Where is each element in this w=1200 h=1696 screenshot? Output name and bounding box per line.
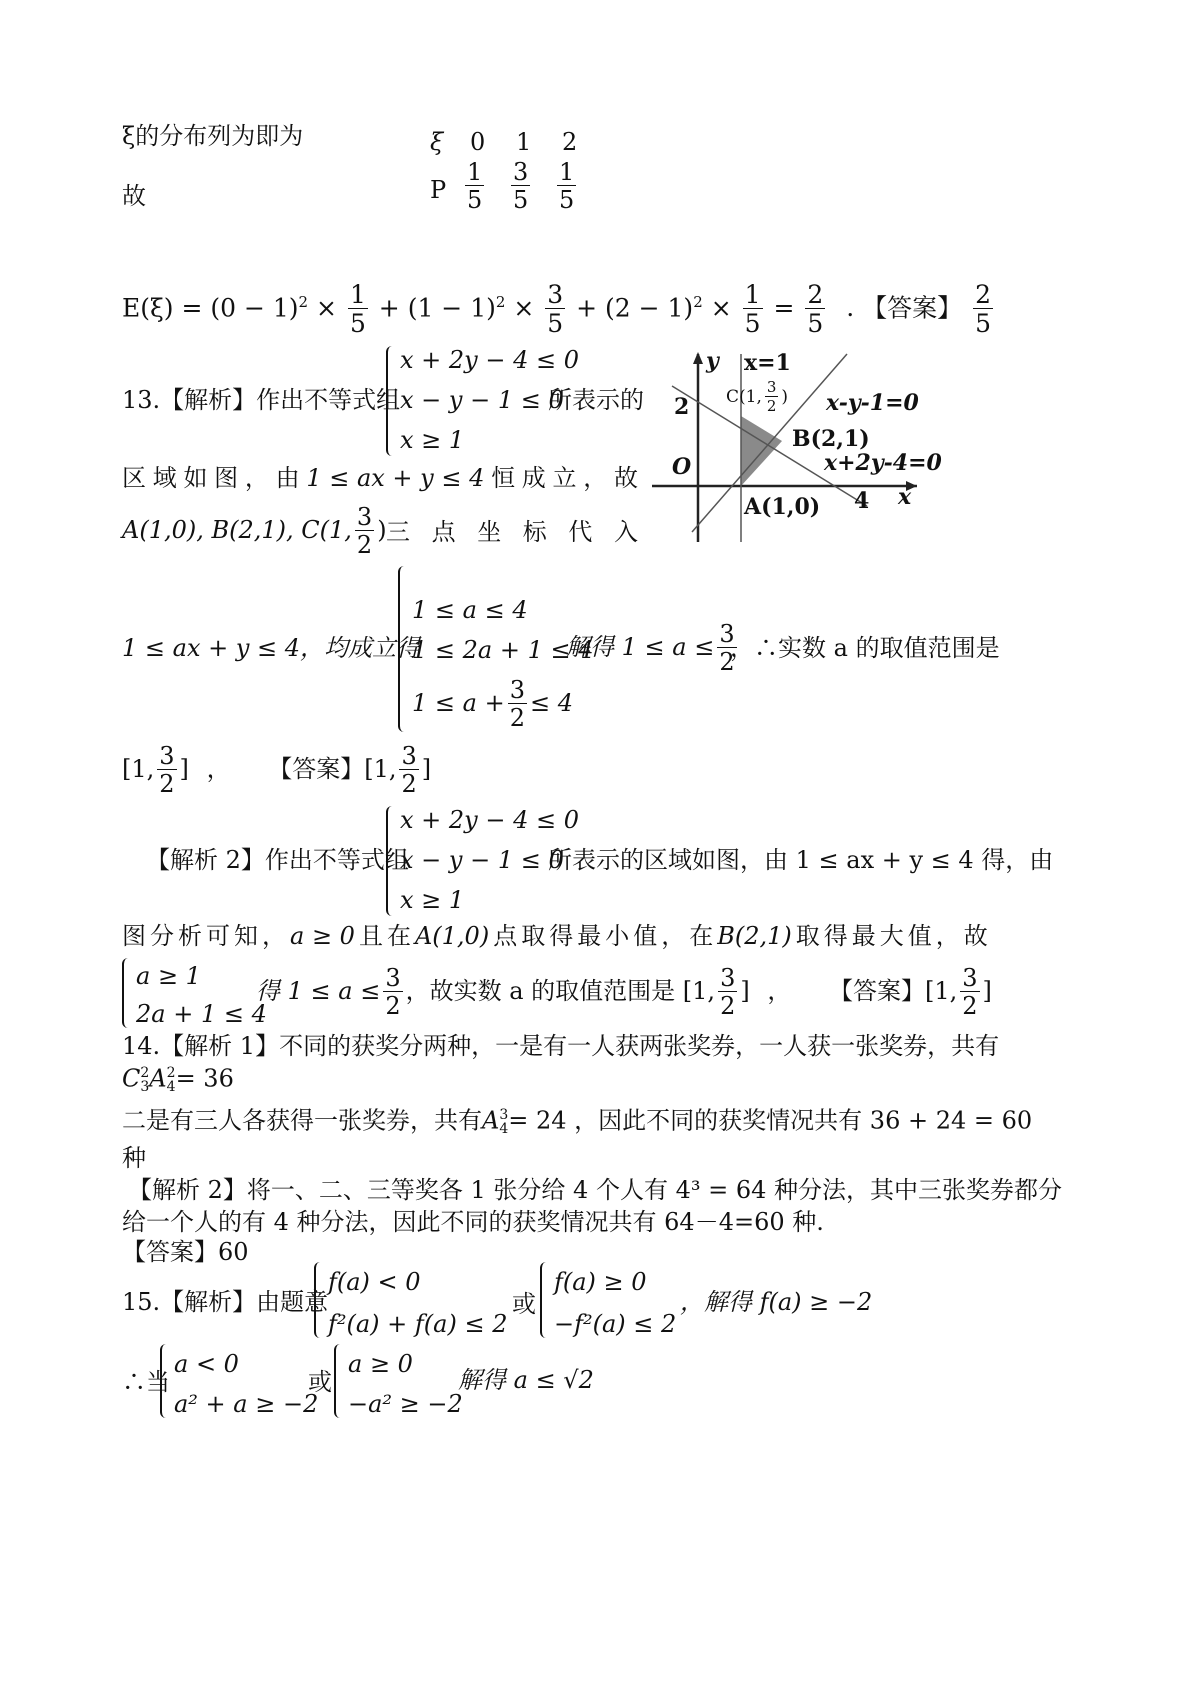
q13b-a-system: a ≥ 1 2a + 1 ≤ 4 bbox=[122, 958, 252, 1028]
q13-inequality-system: x + 2y − 4 ≤ 0 x − y − 1 ≤ 0 x ≥ 1 bbox=[386, 346, 556, 456]
q15-system-d: a ≥ 0 −a² ≥ −2 bbox=[334, 1344, 454, 1418]
p-value: $\frac{3}{5}$ bbox=[513, 158, 529, 215]
dist-label: ξ的分布列为即为 bbox=[122, 122, 304, 150]
q13b-line2: 图 分 析 可 知 ， a ≥ 0 且 在 A(1,0) 点 取 得 最 小 值 ， 在 B(2,1) 取 得 最 大 值 ， 故 bbox=[122, 922, 988, 950]
region-graph bbox=[652, 346, 952, 546]
q15-tail: ，解得 f(a) ≥ −2 bbox=[680, 1288, 873, 1316]
q13b-inequality-system: x + 2y − 4 ≤ 0 x − y − 1 ≤ 0 x ≥ 1 bbox=[386, 806, 556, 916]
q14-line3: 二是有三人各获得一张奖券，共有A 3 4 = 24 ，因此不同的获奖情况共有 36 + 24 = 60 bbox=[122, 1106, 1033, 1137]
q13-points-tail: 三 点 坐 标 代 入 bbox=[386, 518, 638, 546]
q13-line4c: ，∴实数 a 的取值范围是 bbox=[730, 634, 1000, 662]
graph-line2-label: x+2y-4=0 bbox=[824, 450, 942, 476]
q13-line4a: 1 ≤ ax + y ≤ 4，均成立得 bbox=[122, 634, 421, 662]
graph-c-label: C(1, $\frac{3}{2}$ ) bbox=[726, 378, 789, 415]
xi-value: 1 bbox=[516, 128, 532, 156]
q14-line1: 14.【解析 1】不同的获奖分两种，一是有一人获两张奖券，一人获一张奖券，共有 bbox=[122, 1032, 1000, 1060]
q15-line2-tail: 解得 a ≤ √2 bbox=[458, 1366, 594, 1394]
xi-header: ξ bbox=[430, 128, 444, 156]
q15-line2-prefix: ∴当 bbox=[122, 1368, 170, 1396]
q13b-suffix: 所表示的区域如图，由 1 ≤ ax + y ≤ 4 得，由 bbox=[548, 846, 1054, 874]
q14-answer: 【答案】60 bbox=[122, 1238, 249, 1266]
q15-prefix: 15.【解析】由题意 bbox=[122, 1288, 329, 1316]
q13-points: A(1,0), B(2,1), C(1, $\frac{3}{2}$ ) bbox=[122, 503, 387, 560]
q14-line2: C 2 3 A 2 4 = 36 bbox=[122, 1064, 234, 1095]
expectation-formula: $E(\xi) = (0 - 1)^2$ × $\frac{1}{5}$ + $(1 - 1)^2$ × $\frac{3}{5}$ + $(2 - 1)^2$ × $\frac{1}{5}$ = $\frac{2}{5}$ . 【答案】 $\frac{2}{5}$ bbox=[122, 280, 991, 339]
q15-or: 或 bbox=[512, 1290, 536, 1318]
q15-system-b: f(a) ≥ 0 −f²(a) ≤ 2 bbox=[540, 1262, 680, 1338]
p-header: P bbox=[430, 176, 447, 204]
xi-value: 0 bbox=[470, 128, 486, 156]
q14-line5: 【解析 2】将一、二、三等奖各 1 张分给 4 个人有 4³ = 64 种分法，其中三张奖券都分 bbox=[128, 1176, 1063, 1204]
q15-system-a: f(a) < 0 f²(a) + f(a) ≤ 2 bbox=[314, 1262, 510, 1338]
graph-line1-label: x-y-1=0 bbox=[826, 390, 919, 416]
q13-line2: 区 域 如 图 ， 由 1 ≤ ax + y ≤ 4 恒 成 立 ， 故 bbox=[122, 464, 638, 492]
graph-a-label: A(1,0) bbox=[744, 494, 821, 520]
q13-prefix: 13.【解析】作出不等式组 bbox=[122, 386, 401, 414]
q13-line4b: 解得 1 ≤ a ≤ $\frac{3}{2}$ bbox=[566, 620, 735, 677]
q13b-line3: 得 1 ≤ a ≤ $\frac{3}{2}$ ，故实数 a 的取值范围是 [1, $\frac{3}{2}$ ] ， 【答案】[1, $\frac{3}{2}$ ] bbox=[256, 964, 992, 1021]
graph-two-label: 2 bbox=[674, 394, 690, 420]
p-value: $\frac{1}{5}$ bbox=[559, 158, 575, 215]
graph-x1-label: x=1 bbox=[744, 350, 791, 376]
q15-system-c: a < 0 a² + a ≥ −2 bbox=[160, 1344, 300, 1418]
q13b-prefix: 【解析 2】作出不等式组 bbox=[146, 846, 409, 874]
graph-x-label: x bbox=[898, 484, 912, 510]
graph-y-label: y bbox=[706, 348, 719, 374]
graph-b-label: B(2,1) bbox=[792, 426, 870, 452]
q13-suffix: 所表示的 bbox=[548, 386, 644, 414]
xi-value: 2 bbox=[562, 128, 578, 156]
p-value: $\frac{1}{5}$ bbox=[467, 158, 483, 215]
q15-or2: 或 bbox=[308, 1368, 332, 1396]
q14-line6: 给一个人的有 4 种分法，因此不同的获奖情况共有 64－4=60 种. bbox=[122, 1208, 824, 1236]
graph-four-label: 4 bbox=[854, 488, 870, 514]
dist-gu: 故 bbox=[122, 182, 146, 210]
q13-a-system: 1 ≤ a ≤ 4 1 ≤ 2a + 1 ≤ 4 1 ≤ a + $\frac{3}{2}$ ≤ 4 bbox=[398, 566, 558, 732]
q14-line4: 种 bbox=[122, 1144, 146, 1172]
q13-range-line: [1, $\frac{3}{2}$ ] ， 【答案】[1, $\frac{3}{2}$ ] bbox=[122, 742, 432, 799]
graph-origin-label: O bbox=[672, 454, 692, 480]
